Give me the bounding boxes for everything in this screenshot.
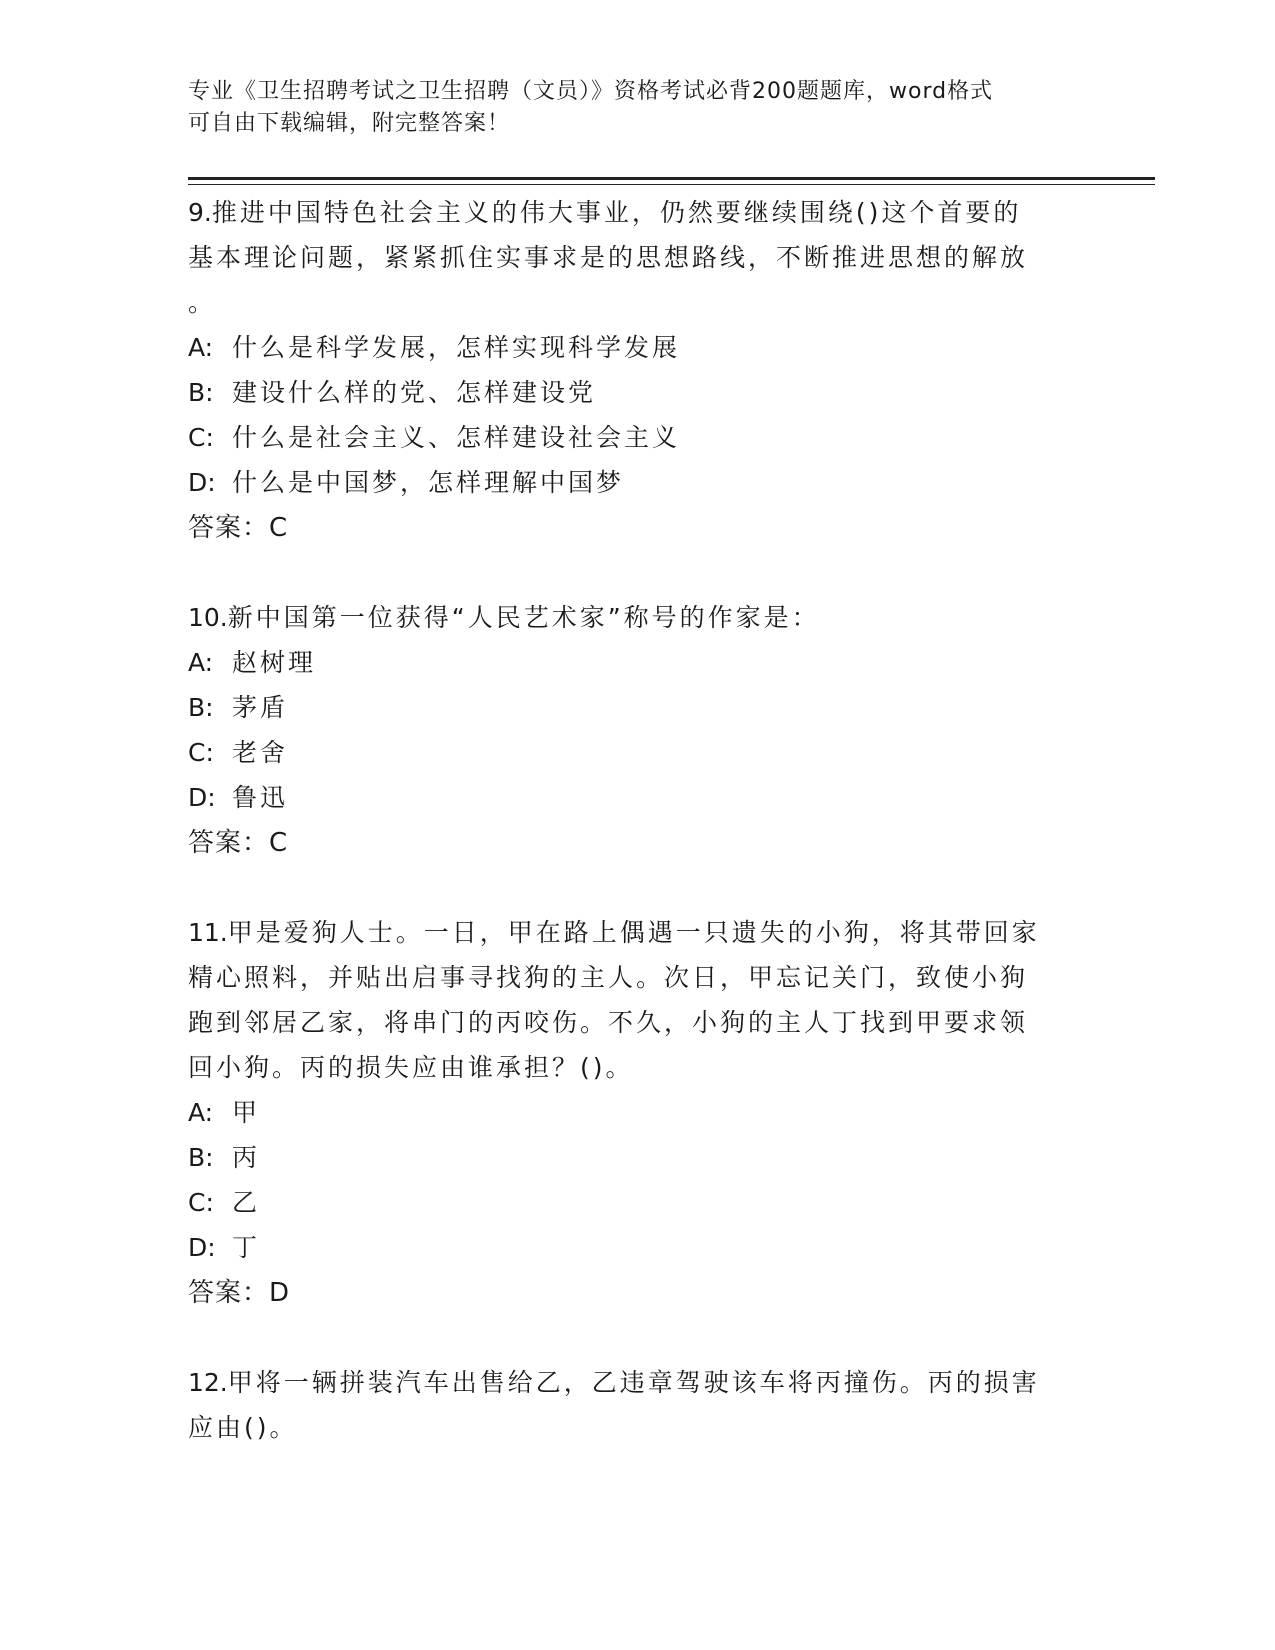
option-d bbox=[188, 460, 1088, 505]
option-a bbox=[188, 1090, 1088, 1135]
option-c bbox=[188, 415, 1088, 460]
option-label: A: bbox=[188, 648, 214, 677]
stem-line: 应由()。 bbox=[188, 1413, 298, 1442]
option-text: 丁 bbox=[232, 1233, 261, 1262]
stem-line: 推进中国特色社会主义的伟大事业，仍然要继续围绕()这个首要的 bbox=[211, 198, 1022, 227]
option-text: 什么是科学发展，怎样实现科学发展 bbox=[232, 333, 681, 362]
option-label: D: bbox=[188, 783, 216, 812]
question-12 bbox=[188, 1360, 1088, 1450]
option-text: 茅盾 bbox=[232, 693, 289, 722]
stem-line: 。 bbox=[188, 288, 217, 317]
option-a bbox=[188, 640, 1088, 685]
question-11 bbox=[188, 910, 1088, 1316]
option-label: B: bbox=[188, 1143, 214, 1172]
option-label: C: bbox=[188, 423, 214, 452]
stem-line: 回小狗。丙的损失应由谁承担？()。 bbox=[188, 1053, 634, 1082]
question-10 bbox=[188, 595, 1088, 866]
stem-line: 跑到邻居乙家，将串门的丙咬伤。不久，小狗的主人丁找到甲要求领 bbox=[188, 1008, 1029, 1037]
option-text: 建设什么样的党、怎样建设党 bbox=[232, 378, 597, 407]
question-stem bbox=[188, 910, 1088, 955]
answer-line: 答案：D bbox=[188, 1278, 291, 1308]
option-label: D: bbox=[188, 1233, 216, 1262]
stem-line: 新中国第一位获得“人民艺术家”称号的作家是： bbox=[227, 603, 820, 632]
question-list bbox=[188, 190, 1088, 1494]
option-label: C: bbox=[188, 738, 214, 767]
option-text: 什么是中国梦，怎样理解中国梦 bbox=[232, 468, 625, 497]
header-line-2: 可自由下载编辑，附完整答案！ bbox=[188, 111, 511, 136]
header-line-1: 专业《卫生招聘考试之卫生招聘（文员）》资格考试必背200题题库，word格式 bbox=[188, 79, 994, 104]
question-9 bbox=[188, 190, 1088, 551]
answer-line: 答案：C bbox=[188, 513, 289, 543]
option-text: 什么是社会主义、怎样建设社会主义 bbox=[232, 423, 681, 452]
question-stem bbox=[188, 595, 1088, 640]
option-label: C: bbox=[188, 1188, 214, 1217]
option-text: 赵树理 bbox=[232, 648, 317, 677]
question-stem bbox=[188, 1360, 1088, 1405]
option-label: B: bbox=[188, 378, 214, 407]
stem-line: 基本理论问题，紧紧抓住实事求是的思想路线，不断推进思想的解放 bbox=[188, 243, 1029, 272]
question-number: 11. bbox=[188, 918, 228, 947]
header-divider-thick bbox=[188, 177, 1155, 180]
stem-line: 甲将一辆拼装汽车出售给乙，乙违章驾驶该车将丙撞伤。丙的损害 bbox=[227, 1368, 1040, 1397]
option-text: 鲁迅 bbox=[232, 783, 289, 812]
option-text: 乙 bbox=[232, 1188, 261, 1217]
option-text: 甲 bbox=[232, 1098, 261, 1127]
option-b bbox=[188, 370, 1088, 415]
answer-line: 答案：C bbox=[188, 828, 289, 858]
option-a bbox=[188, 325, 1088, 370]
option-c bbox=[188, 1180, 1088, 1225]
option-c bbox=[188, 730, 1088, 775]
option-label: A: bbox=[188, 333, 214, 362]
option-label: B: bbox=[188, 693, 214, 722]
option-b bbox=[188, 685, 1088, 730]
option-label: D: bbox=[188, 468, 216, 497]
document-header bbox=[188, 76, 1088, 140]
stem-line: 甲是爱狗人士。一日，甲在路上偶遇一只遗失的小狗，将其带回家 bbox=[227, 918, 1040, 947]
option-label: A: bbox=[188, 1098, 214, 1127]
option-text: 老舍 bbox=[232, 738, 289, 767]
option-d bbox=[188, 1225, 1088, 1270]
option-d bbox=[188, 775, 1088, 820]
question-stem bbox=[188, 190, 1088, 235]
question-number: 10. bbox=[188, 603, 228, 632]
stem-line: 精心照料，并贴出启事寻找狗的主人。次日，甲忘记关门，致使小狗 bbox=[188, 963, 1029, 992]
question-number: 9. bbox=[188, 198, 212, 227]
header-divider-thin bbox=[188, 184, 1155, 185]
option-text: 丙 bbox=[232, 1143, 261, 1172]
question-number: 12. bbox=[188, 1368, 228, 1397]
option-b bbox=[188, 1135, 1088, 1180]
